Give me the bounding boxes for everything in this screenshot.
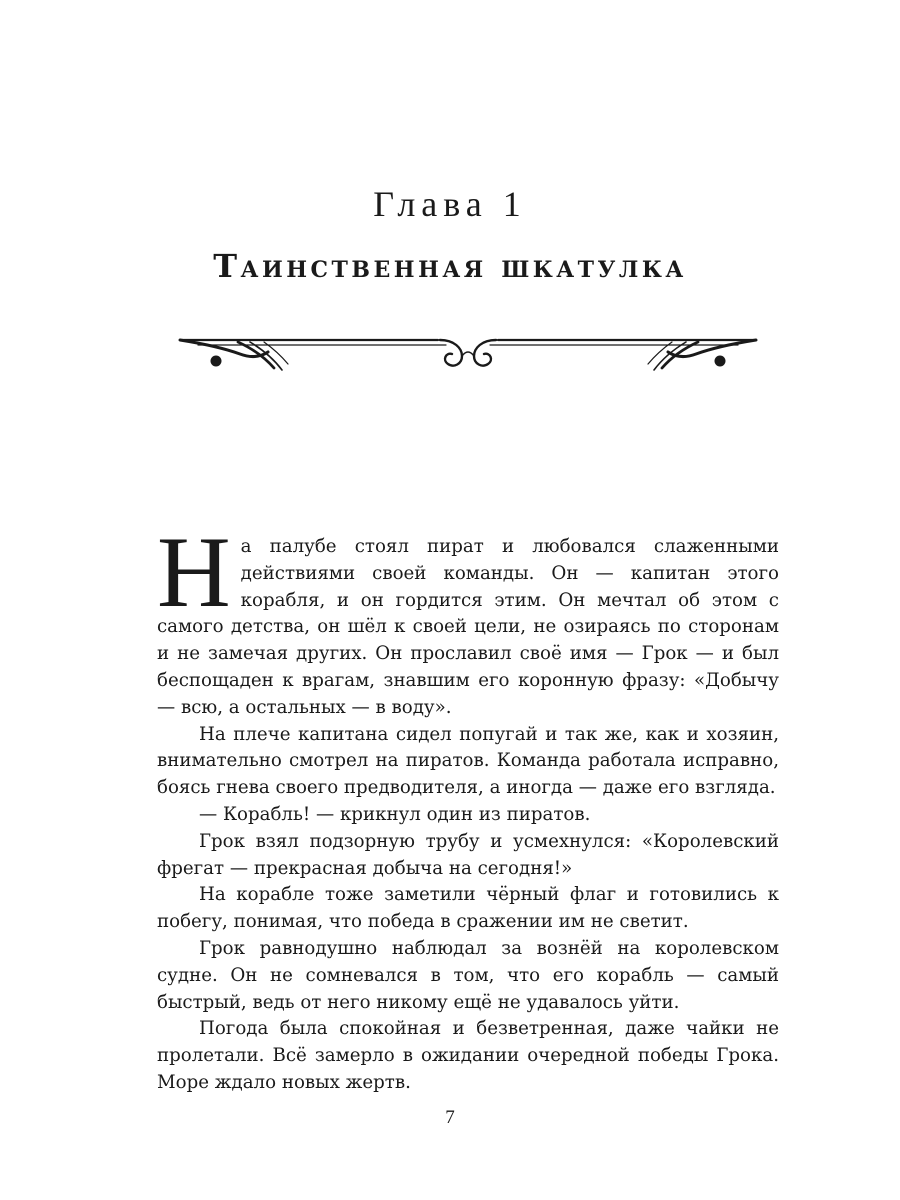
paragraph: Погода была спокойная и безветренная, даже чайки не пролетали. Всё замерло в ожидании очередной победы Грока. Море ждало новых жертв. (157, 1018, 779, 1093)
paragraph: На плече капитана сидел попугай и так же, как и хозяин, внимательно смотрел на пиратов. Команда работала исправно, боясь гнева своего предводителя, а иногда — даже его взгляда. (157, 723, 779, 799)
chapter-label: Глава 1 (373, 184, 527, 224)
paragraph (157, 516, 779, 722)
paragraph: — Корабль! — крикнул один из пиратов. (199, 803, 591, 825)
chapter-text (157, 516, 779, 1097)
paragraph-text: а палубе стоял пират и любовался слаженными действиями своей команды. Он — капитан этого корабля, и он гордится этим. Он мечтал об этом с самого детства, он шёл к своей цели, не озираясь по сторонам и не замечая других. Он прославил своё имя — Грок — и был беспощаден к врагам, знавшим его коронную фразу: «Добычу — всю, а остальных — в воду». (157, 536, 779, 718)
drop-cap: Н (157, 516, 231, 629)
paragraph: На корабле тоже заметили чёрный флаг и готовились к побегу, понимая, что победа в сражении им не светит. (157, 884, 779, 933)
paragraph: Грок равнодушно наблюдал за вознёй на королевском судне. Он не сомневался в том, что его корабль — самый быстрый, ведь от него никому ещё не удавалось уйти. (157, 937, 779, 1013)
paragraph: Грок взял подзорную трубу и усмехнулся: «Королевский фрегат — прекрасная добыча на сегодня!» (157, 830, 779, 879)
page-number: 7 (445, 1107, 455, 1128)
chapter-title: Таинственная шкатулка (213, 247, 687, 285)
flourish-divider-icon (178, 328, 758, 374)
